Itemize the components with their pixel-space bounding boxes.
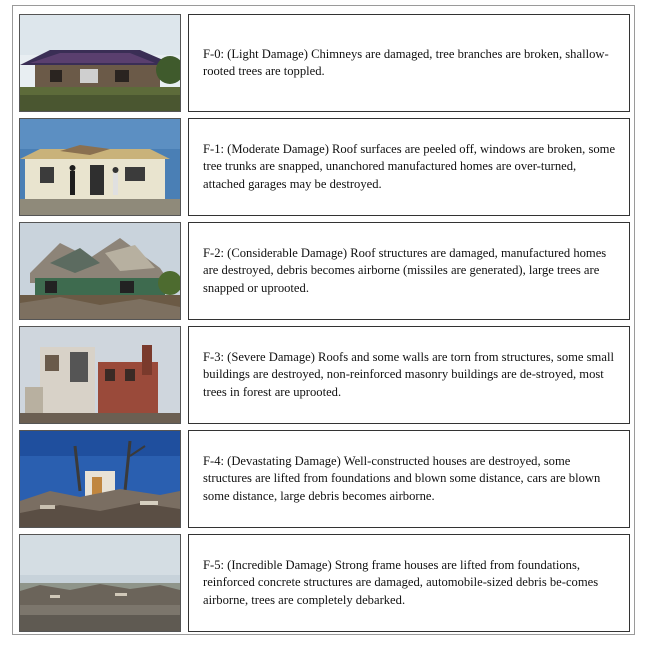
damage-description-f0 <box>188 14 630 112</box>
damage-photo-f0 <box>19 14 181 112</box>
scale-row-f3 <box>19 326 630 424</box>
description-text: F-2: (Considerable Damage) Roof structures are damaged, manufactured homes are destroyed, debris becomes airborne (missiles are generated), large trees are snapped or uprooted. <box>203 245 607 295</box>
description-text: F-0: (Light Damage) Chimneys are damaged, tree branches are broken, shallow-rooted trees are toppled. <box>203 46 609 78</box>
damage-description-f5 <box>188 534 630 632</box>
damaged-house-image <box>20 119 180 215</box>
description-text: F-1: (Moderate Damage) Roof surfaces are peeled off, windows are broken, some tree trunks are snapped, unanchored manufactured homes are over-turned, attached garages may be destroyed. <box>203 141 616 191</box>
scale-row-f0 <box>19 14 630 112</box>
damage-photo-f3 <box>19 326 181 424</box>
damage-description-f4 <box>188 430 630 528</box>
damage-description-f2 <box>188 222 630 320</box>
damage-photo-f5 <box>19 534 181 632</box>
swept-foundation-image <box>20 535 180 631</box>
description-text: F-4: (Devastating Damage) Well-constructed houses are destroyed, some structures are lifted from foundations and blown some distance, cars are blown some distance, large debris becomes airborne. <box>203 453 601 503</box>
damage-scale-table <box>12 5 635 635</box>
damage-photo-f2 <box>19 222 181 320</box>
damaged-house-image <box>20 15 180 111</box>
scale-row-f2 <box>19 222 630 320</box>
damage-description-f3 <box>188 326 630 424</box>
damaged-house-image <box>20 223 180 319</box>
destroyed-houses-image <box>20 431 180 527</box>
scale-row-f4 <box>19 430 630 528</box>
description-text: F-5: (Incredible Damage) Strong frame houses are lifted from foundations, reinforced concrete structures are damaged, automobile-sized debris be-comes airborne, trees are completely debarked. <box>203 557 599 607</box>
scale-row-f1 <box>19 118 630 216</box>
damage-photo-f4 <box>19 430 181 528</box>
scale-row-f5 <box>19 534 630 632</box>
description-text: F-3: (Severe Damage) Roofs and some walls are torn from structures, some small buildings are destroyed, non-reinforced masonry buildings are de-stroyed, most trees in forest are uprooted. <box>203 349 614 399</box>
damage-description-f1 <box>188 118 630 216</box>
damaged-building-image <box>20 327 180 423</box>
damage-photo-f1 <box>19 118 181 216</box>
